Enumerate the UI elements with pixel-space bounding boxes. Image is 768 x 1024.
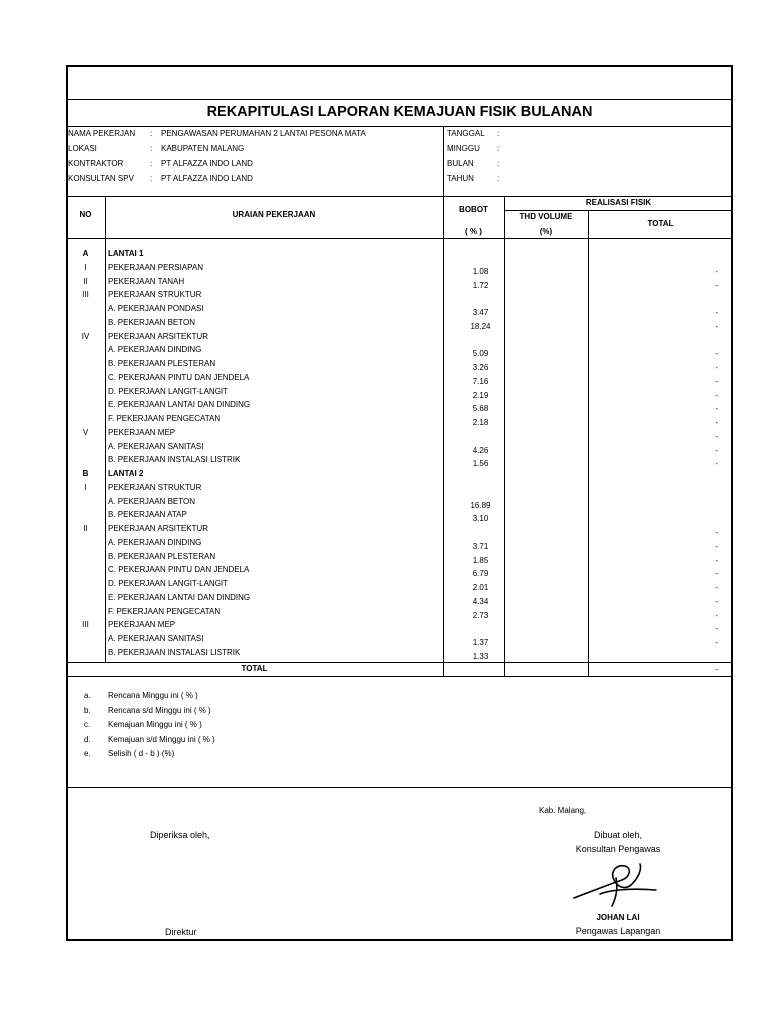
row-description: LANTAI 2 <box>108 469 144 478</box>
row-bobot: 2.01 <box>472 583 489 592</box>
row-bobot: 4.26 <box>472 445 489 455</box>
row-description: A. PEKERJAAN DINDING <box>108 537 202 547</box>
rule-col-no <box>105 196 106 662</box>
rule-total-top <box>66 662 733 663</box>
row-bobot: 4.34 <box>472 596 489 606</box>
info-value: KABUPATEN MALANG <box>161 144 245 153</box>
row-description: PEKERJAAN MEP <box>108 620 176 630</box>
rule-info-bottom <box>66 196 733 197</box>
info-label: KONSULTAN SPV <box>68 174 134 183</box>
row-bobot: 1.56 <box>472 459 489 469</box>
row-total: - <box>715 431 718 441</box>
row-description: PEKERJAAN STRUKTUR <box>108 290 202 300</box>
row-total: - <box>715 624 718 634</box>
signer-role: Pengawas Lapangan <box>575 926 661 936</box>
row-bobot: 2.19 <box>472 390 489 400</box>
row-description: F. PEKERJAAN PENGECATAN <box>108 414 221 423</box>
row-bobot: 2.73 <box>472 610 489 620</box>
row-description: PEKERJAAN ARSITEKTUR <box>108 524 209 533</box>
note-text: Selisih ( d - b ) (%) <box>108 749 175 758</box>
row-total: - <box>715 555 718 565</box>
row-description: D. PEKERJAAN LANGIT-LANGIT <box>108 579 229 588</box>
info-label: KONTRAKTOR <box>68 159 124 168</box>
row-total: - <box>715 280 718 290</box>
row-no: IV <box>81 331 90 341</box>
info-separator: : <box>150 129 153 138</box>
note-key: c. <box>84 720 91 729</box>
row-total: - <box>715 638 718 647</box>
row-bobot: 6.79 <box>472 569 489 579</box>
header-realisasi: REALISASI FISIK <box>585 198 652 207</box>
row-description: F. PEKERJAAN PENGECATAN <box>108 606 221 616</box>
period-label: TAHUN <box>447 174 474 183</box>
row-description: PEKERJAAN STRUKTUR <box>108 482 202 492</box>
row-bobot: 5.09 <box>472 349 489 359</box>
note-key: d. <box>84 734 91 744</box>
signer-name: JOHAN LAI <box>596 913 640 922</box>
info-value: PT ALFAZZA INDO LAND <box>161 159 253 168</box>
note-key: a. <box>84 691 91 700</box>
row-description: B. PEKERJAAN ATAP <box>108 510 187 520</box>
total-value: - <box>715 665 718 674</box>
row-bobot: 7.16 <box>472 376 489 386</box>
header-uraian: URAIAN PEKERJAAN <box>232 210 316 219</box>
row-bobot: 3.47 <box>472 308 489 317</box>
period-separator: : <box>497 129 500 138</box>
row-description: PEKERJAAN MEP <box>108 427 176 437</box>
row-description: B. PEKERJAAN PLESTERAN <box>108 551 216 561</box>
rule-info-divider <box>443 126 444 196</box>
row-total: - <box>715 308 718 317</box>
row-description: A. PEKERJAAN BETON <box>108 496 195 506</box>
row-description: E. PEKERJAAN LANTAI DAN DINDING <box>108 592 251 602</box>
row-total: - <box>715 528 718 537</box>
row-description: A. PEKERJAAN DINDING <box>108 345 202 355</box>
row-bobot: 1.72 <box>472 280 489 290</box>
note-key: b. <box>84 705 91 715</box>
row-total: - <box>715 445 718 455</box>
row-total: - <box>715 321 718 331</box>
rule-title-top <box>66 99 733 100</box>
row-no: A <box>82 249 89 258</box>
header-thd-unit: (%) <box>539 227 553 236</box>
header-bobot-unit: ( % ) <box>465 227 482 236</box>
row-total: - <box>715 596 718 606</box>
checked-by-label: Diperiksa oleh, <box>150 830 210 840</box>
rule-realisasi-sub <box>504 210 733 211</box>
row-description: C. PEKERJAAN PINTU DAN JENDELA <box>108 565 250 575</box>
row-description: B. PEKERJAAN INSTALASI LISTRIK <box>108 647 241 657</box>
row-description: E. PEKERJAAN LANTAI DAN DINDING <box>108 400 251 410</box>
row-total: - <box>715 459 718 469</box>
row-total: - <box>715 376 718 386</box>
row-bobot: 16.89 <box>470 500 491 510</box>
row-no: I <box>84 482 87 492</box>
row-no: III <box>82 620 89 630</box>
note-text: Rencana Minggu ini ( % ) <box>108 691 198 700</box>
row-description: PEKERJAAN ARSITEKTUR <box>108 331 209 341</box>
row-bobot: 1.37 <box>472 638 489 647</box>
note-text: Kemajuan s/d Minggu ini ( % ) <box>108 734 215 744</box>
row-total: - <box>715 390 718 400</box>
row-description: PEKERJAAN PERSIAPAN <box>108 262 203 272</box>
row-description: A. PEKERJAAN PONDASI <box>108 304 204 313</box>
note-text: Rencana s/d Minggu ini ( % ) <box>108 705 211 715</box>
period-label: TANGGAL <box>447 129 485 138</box>
period-separator: : <box>497 159 500 168</box>
row-description: B. PEKERJAAN PLESTERAN <box>108 359 216 368</box>
note-key: e. <box>84 749 91 758</box>
info-label: NAMA PEKERJAN <box>68 129 136 138</box>
header-no: NO <box>79 210 92 219</box>
header-bobot: BOBOT <box>459 205 488 214</box>
row-description: C. PEKERJAAN PINTU DAN JENDELA <box>108 372 250 382</box>
rule-total-bottom <box>66 676 733 677</box>
row-total: - <box>715 569 718 579</box>
row-description: B. PEKERJAAN INSTALASI LISTRIK <box>108 455 241 465</box>
row-no: V <box>82 427 89 437</box>
row-description: D. PEKERJAAN LANGIT-LANGIT <box>108 386 229 396</box>
row-description: PEKERJAAN TANAH <box>108 276 185 286</box>
row-bobot: 18.24 <box>470 321 491 331</box>
rule-notes-bottom <box>66 787 733 788</box>
row-description: B. PEKERJAAN BETON <box>108 317 195 327</box>
header-thd-volume: THD VOLUME <box>519 212 573 221</box>
header-total: TOTAL <box>647 219 674 228</box>
row-total: - <box>715 404 718 414</box>
info-separator: : <box>150 159 153 168</box>
row-bobot: 1.33 <box>472 651 489 661</box>
period-label: BULAN <box>447 159 474 168</box>
info-separator: : <box>150 144 153 153</box>
row-total: - <box>715 266 718 276</box>
row-bobot: 2.18 <box>472 418 489 427</box>
total-label: TOTAL <box>241 664 268 673</box>
period-separator: : <box>497 174 500 183</box>
row-description: A. PEKERJAAN SANITASI <box>108 441 204 451</box>
checker-title: Direktur <box>165 927 197 937</box>
row-total: - <box>715 418 718 427</box>
rule-header-bottom <box>66 238 733 239</box>
row-total: - <box>715 541 718 551</box>
row-total: - <box>715 349 718 359</box>
rule-title-bottom <box>66 126 733 127</box>
row-bobot: 5.68 <box>472 404 489 414</box>
row-bobot: 3.71 <box>472 541 489 551</box>
row-total: - <box>715 610 718 620</box>
row-no: B <box>82 469 89 478</box>
row-bobot: 1.08 <box>472 266 489 276</box>
note-text: Kemajuan Minggu ini ( % ) <box>108 720 202 729</box>
row-no: III <box>82 290 89 300</box>
signature-place: Kab. Malang, <box>539 806 587 815</box>
row-bobot: 3.10 <box>472 514 489 524</box>
row-no: I <box>84 262 87 272</box>
period-label: MINGGU <box>447 144 480 153</box>
period-separator: : <box>497 144 500 153</box>
row-bobot: 1.85 <box>472 555 489 565</box>
row-no: II <box>83 524 88 533</box>
handwritten-signature <box>570 858 660 908</box>
info-separator: : <box>150 174 153 183</box>
report-title: REKAPITULASI LAPORAN KEMAJUAN FISIK BULANAN <box>206 104 593 120</box>
row-total: - <box>715 363 718 372</box>
made-by-label: Dibuat oleh, <box>593 830 643 840</box>
row-bobot: 3.26 <box>472 363 489 372</box>
row-total: - <box>715 583 718 592</box>
row-description: A. PEKERJAAN SANITASI <box>108 634 204 643</box>
row-description: LANTAI 1 <box>108 249 144 258</box>
row-no: II <box>83 276 88 286</box>
info-label: LOKASI <box>68 144 97 153</box>
info-value: PT ALFAZZA INDO LAND <box>161 174 253 183</box>
info-value: PENGAWASAN PERUMAHAN 2 LANTAI PESONA MATA <box>161 129 366 138</box>
consultant-label: Konsultan Pengawas <box>575 844 661 854</box>
